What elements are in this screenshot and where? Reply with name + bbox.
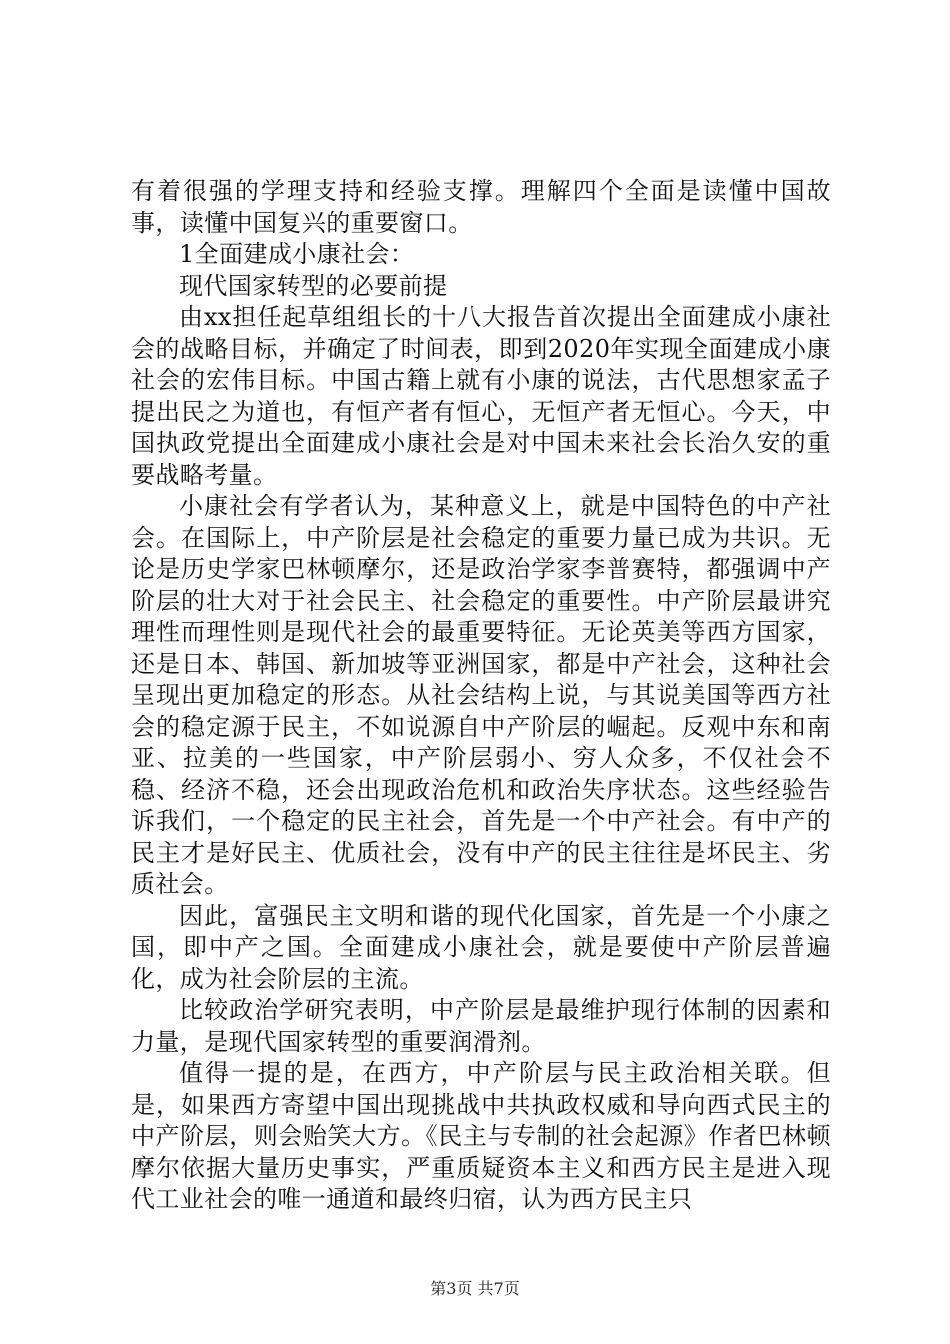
paragraph-5: 比较政治学研究表明，中产阶层是最维护现行体制的因素和力量，是现代国家转型的重要润滑剂。 [131,996,831,1056]
paragraph-3: 小康社会有学者认为，某种意义上，就是中国特色的中产社会。在国际上，中产阶层是社会稳定的重要力量已成为共识。无论是历史学家巴林顿摩尔，还是政治学家李普赛特，都强调中产阶层的壮大对于社会民主、社会稳定的重要性。中产阶层最讲究理性而理性则是现代社会的最重要特征。无论英美等西方国家，还是日本、韩国、新加坡等亚洲国家，都是中产社会，这种社会呈现出更加稳定的形态。从社会结构上说，与其说美国等西方社会的稳定源于民主，不如说源自中产阶层的崛起。反观中东和南亚、拉美的一些国家，中产阶层弱小、穷人众多，不仅社会不稳、经济不稳，还会出现政治危机和政治失序状态。这些经验告诉我们，一个稳定的民主社会，首先是一个中产社会。有中产的民主才是好民主、优质社会，没有中产的民主往往是坏民主、劣质社会。 [131,492,831,898]
section-heading-number: 1全面建成小康社会： [179,240,415,268]
paragraph-4: 因此，富强民主文明和谐的现代化国家，首先是一个小康之国，即中产之国。全面建成小康社会，就是要使中产阶层普遍化，成为社会阶层的主流。 [131,901,831,993]
section-heading-title: 现代国家转型的必要前提 [179,271,448,300]
page-number-footer: 第3页 共7页 [430,1279,520,1298]
document-body [131,176,831,1216]
paragraph-6: 值得一提的是，在西方，中产阶层与民主政治相关联。但是，如果西方寄望中国出现挑战中共执政权威和导向西式民主的中产阶层，则会贻笑大方。《民主与专制的社会起源》作者巴林顿摩尔依据大量历史事实，严重质疑资本主义和西方民主是进入现代工业社会的唯一通道和最终归宿，认为西方民主只 [131,1059,831,1213]
paragraph-2: 由xx担任起草组组长的十八大报告首次提出全面建成小康社会的战略目标，并确定了时间表，即到2020年实现全面建成小康社会的宏伟目标。中国古籍上就有小康的说法，古代思想家孟子提出民之为道也，有恒产者有恒心，无恒产者无恒心。今天，中国执政党提出全面建成小康社会是对中国未来社会长治久安的重要战略考量。 [131,303,831,489]
paragraph-1: 有着很强的学理支持和经验支撑。理解四个全面是读懂中国故事，读懂中国复兴的重要窗口。 [131,177,831,237]
